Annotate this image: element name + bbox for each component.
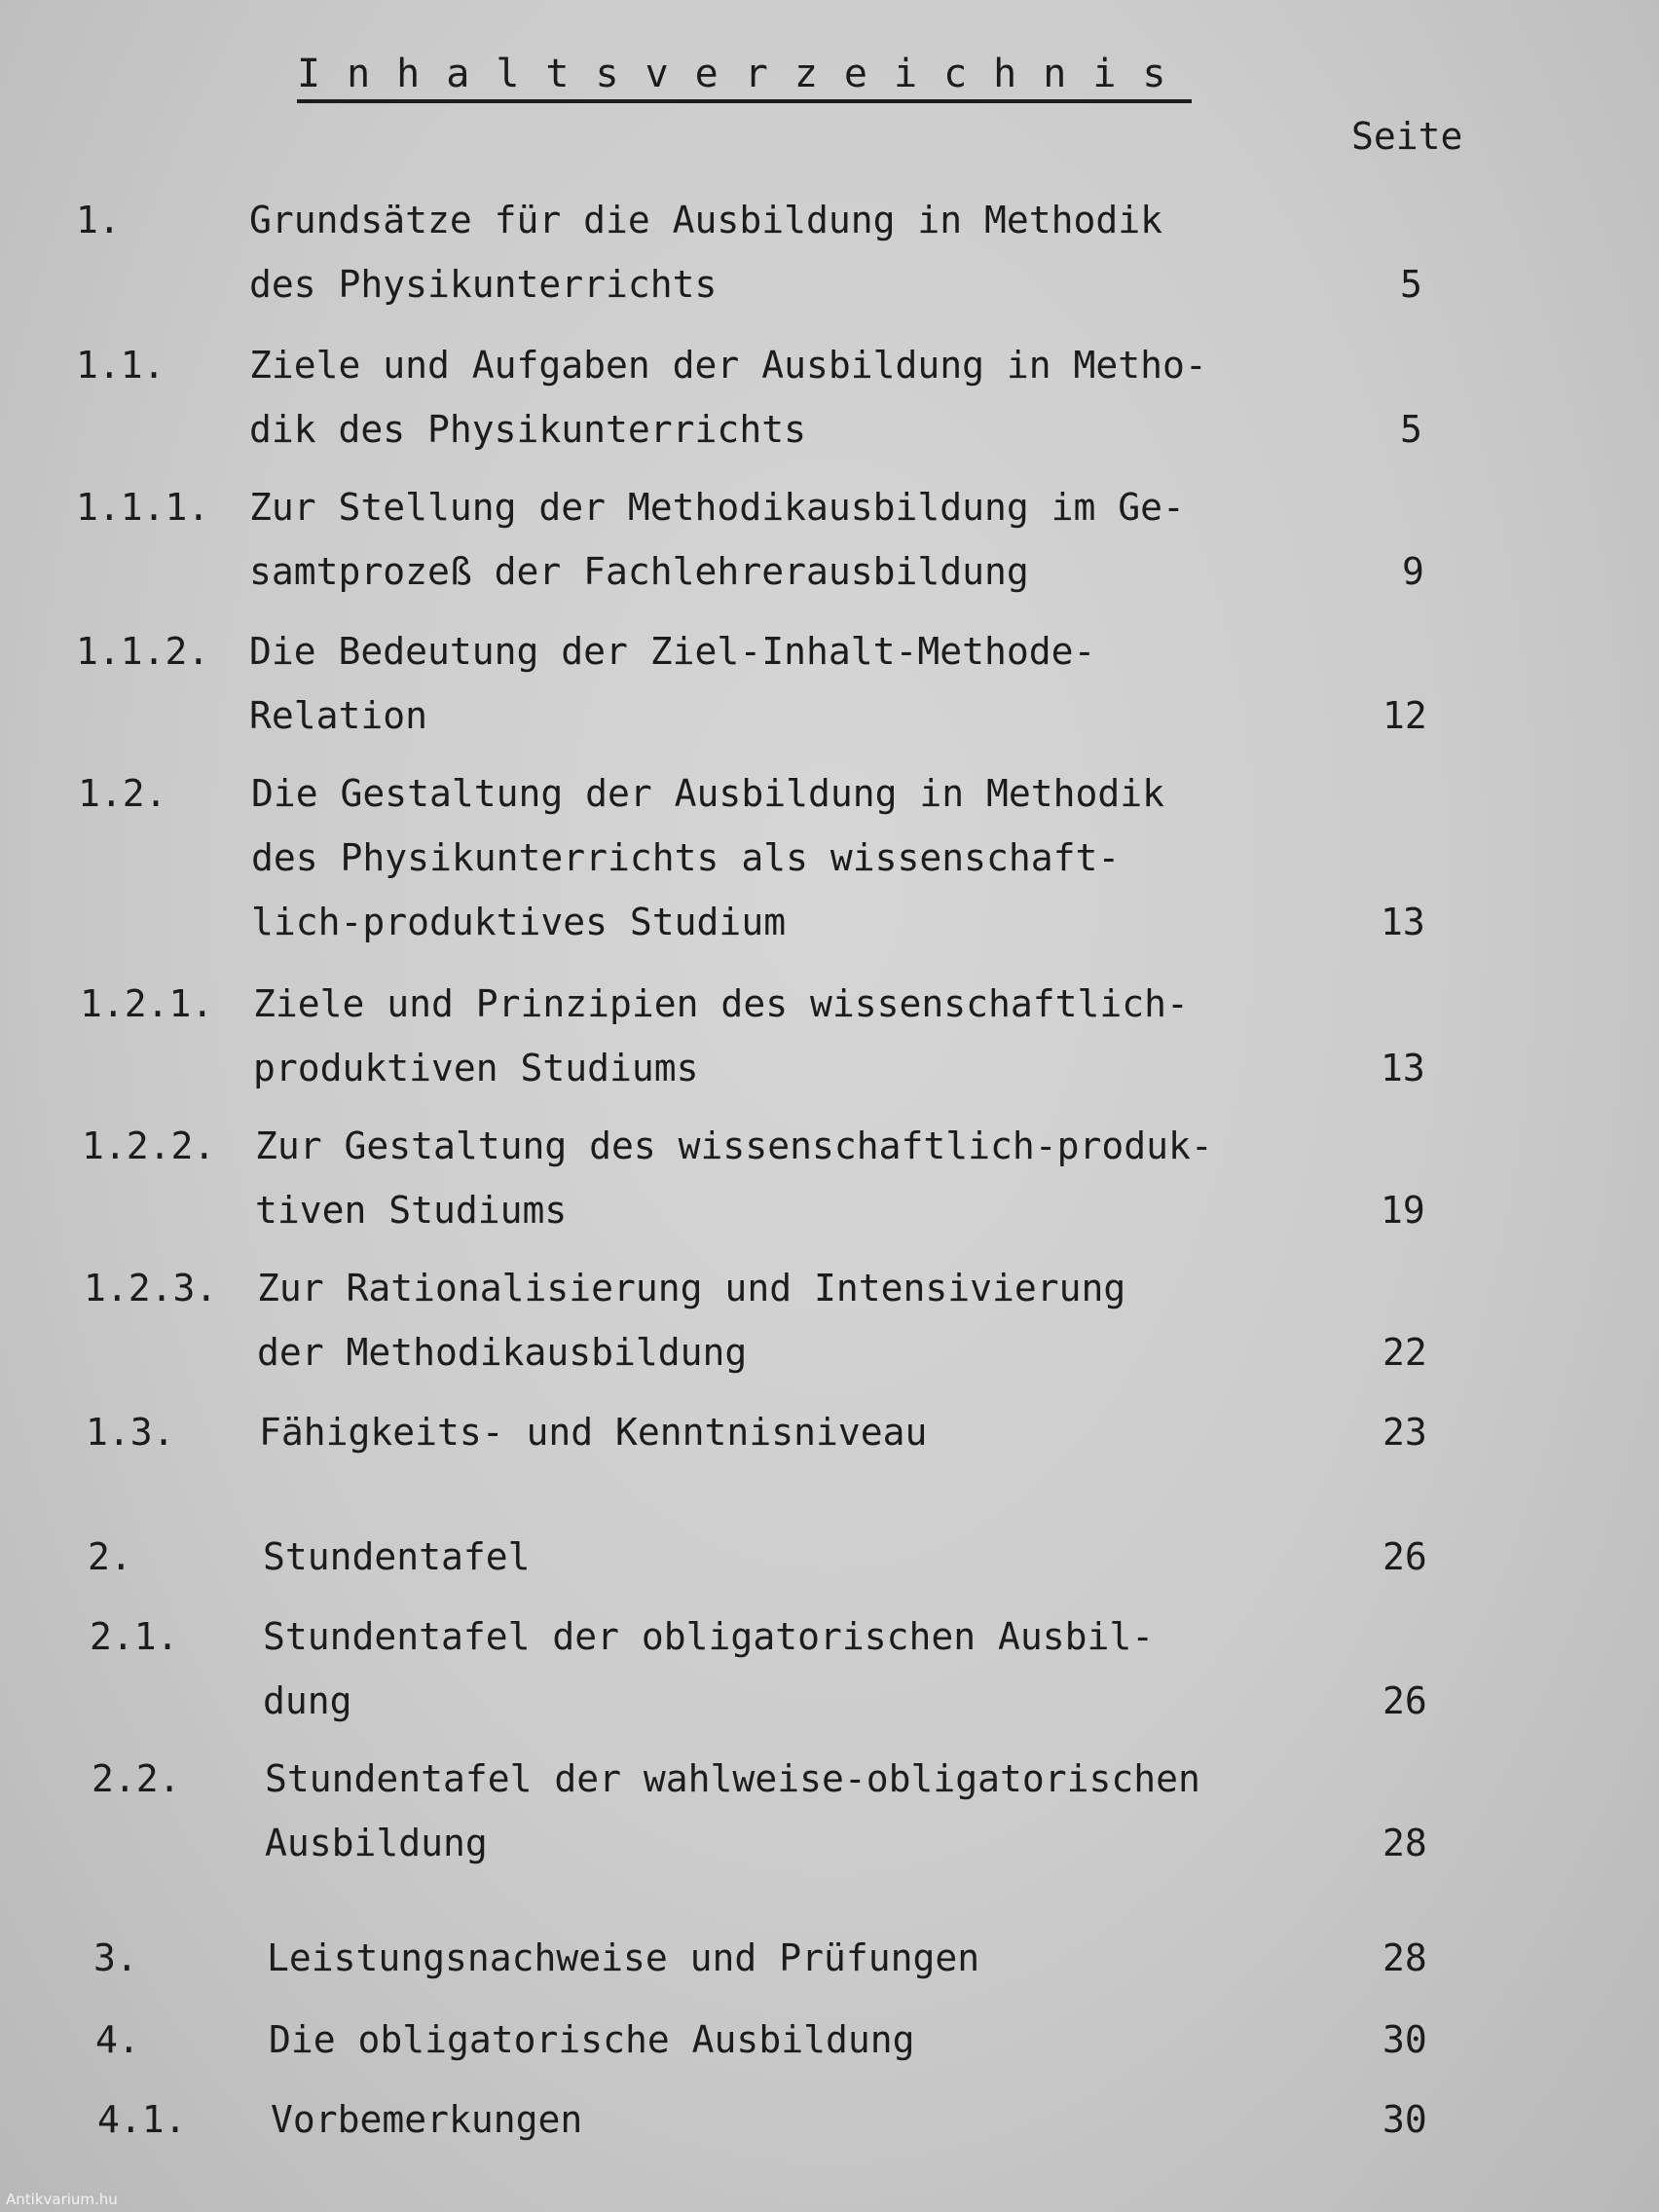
toc-entry-title: [249, 475, 1185, 604]
toc-entry-title: [265, 1747, 1200, 1875]
toc-entry-title-line: Die Gestaltung der Ausbildung in Methodik: [251, 772, 1164, 815]
toc-entry-page-number: 26: [1382, 1535, 1427, 1578]
toc-entry-number: 1.1.2.: [76, 630, 210, 673]
toc-entry-number: 3.: [93, 1936, 138, 1979]
toc-entry-number: 2.: [88, 1535, 132, 1578]
toc-entry-page-number: 13: [1381, 901, 1425, 943]
toc-entry-title-line: der Methodikausbildung: [257, 1331, 748, 1374]
toc-entry-title-line: Die Bedeutung der Ziel-Inhalt-Methode-: [249, 630, 1096, 673]
toc-entry-title: [267, 1926, 979, 1990]
toc-entry-title-line: Grundsätze für die Ausbildung in Methodik: [249, 199, 1162, 241]
toc-entry-title: [249, 188, 1162, 316]
toc-entry-page-number: 5: [1400, 408, 1422, 451]
toc-entry-title: [259, 1400, 927, 1464]
toc-entry-title-line: des Physikunterrichts: [249, 263, 718, 306]
toc-entry-number: 2.1.: [90, 1615, 179, 1658]
toc-entry-title: [249, 333, 1207, 461]
toc-entry-number: 1.2.: [78, 772, 167, 815]
toc-entry-title: [251, 761, 1164, 954]
toc-entry-title: [263, 1604, 1154, 1733]
toc-entry-title-line: Relation: [249, 694, 428, 737]
toc-entry-title-line: dung: [263, 1679, 352, 1722]
toc-entry-title: [255, 1114, 1213, 1242]
toc-entry-title-line: Ausbildung: [265, 1822, 488, 1864]
toc-entry-title-line: Zur Gestaltung des wissenschaftlich-produk-: [255, 1124, 1213, 1167]
toc-entry-page-number: 19: [1381, 1189, 1425, 1232]
watermark: Antikvarium.hu: [6, 2191, 118, 2208]
toc-entry-number: 1.3.: [86, 1411, 175, 1454]
toc-entry-title-line: Vorbemerkungen: [271, 2098, 583, 2141]
toc-entry-title-line: produktiven Studiums: [253, 1047, 699, 1089]
toc-entry-page-number: 12: [1382, 694, 1427, 737]
toc-entry-title-line: samtprozeß der Fachlehrerausbildung: [249, 550, 1029, 593]
toc-entry-title: [263, 1525, 531, 1589]
toc-entry-title: [269, 2008, 914, 2072]
toc-entry-title-line: lich-produktives Studium: [251, 901, 787, 943]
toc-entry-title-line: Leistungsnachweise und Prüfungen: [267, 1936, 980, 1979]
toc-title: Inhaltsverzeichnis: [297, 51, 1192, 103]
toc-entry-number: 1.1.: [76, 344, 166, 387]
toc-entry-title-line: Stundentafel der wahlweise-obligatorischen: [265, 1757, 1200, 1800]
toc-entry-title-line: tiven Studiums: [255, 1189, 568, 1232]
toc-entry-title-line: Ziele und Prinzipien des wissenschaftlich-: [253, 982, 1189, 1025]
toc-entry-title-line: des Physikunterrichts als wissenschaft-: [251, 836, 1121, 879]
toc-entry-title-line: Fähigkeits- und Kenntnisniveau: [259, 1411, 928, 1454]
toc-entry-number: 1.1.1.: [76, 486, 210, 529]
toc-entry-page-number: 9: [1402, 550, 1424, 593]
toc-entry-title: [257, 1256, 1125, 1384]
toc-entry-title: [249, 619, 1095, 748]
toc-entry-page-number: 22: [1382, 1331, 1427, 1374]
toc-entry-number: 1.2.2.: [82, 1124, 216, 1167]
toc-entry-page-number: 30: [1382, 2098, 1427, 2141]
toc-entry-title: [253, 972, 1189, 1100]
toc-entry-number: 1.2.3.: [84, 1267, 218, 1309]
toc-entry-title-line: dik des Physikunterrichts: [249, 408, 806, 451]
toc-entry-page-number: 23: [1382, 1411, 1427, 1454]
toc-entry-title-line: Die obligatorische Ausbildung: [269, 2018, 915, 2061]
toc-entry-title: [271, 2087, 582, 2152]
toc-entry-title-line: Zur Stellung der Methodikausbildung im Ge-: [249, 486, 1185, 529]
toc-entry-number: 1.: [76, 199, 121, 241]
toc-entry-page-number: 26: [1382, 1679, 1427, 1722]
toc-entry-page-number: 30: [1382, 2018, 1427, 2061]
toc-entry-number: 2.2.: [92, 1757, 181, 1800]
toc-entry-title-line: Stundentafel: [263, 1535, 531, 1578]
toc-entry-title-line: Ziele und Aufgaben der Ausbildung in Metho-: [249, 344, 1207, 387]
toc-entry-title-line: Stundentafel der obligatorischen Ausbil-: [263, 1615, 1155, 1658]
toc-entry-page-number: 13: [1381, 1047, 1425, 1089]
toc-entry-number: 4.: [95, 2018, 140, 2061]
page-column-header: Seite: [1351, 115, 1463, 158]
toc-entry-page-number: 28: [1382, 1822, 1427, 1864]
toc-entry-number: 1.2.1.: [80, 982, 214, 1025]
toc-entry-title-line: Zur Rationalisierung und Intensivierung: [257, 1267, 1126, 1309]
toc-entry-number: 4.1.: [97, 2098, 187, 2141]
toc-entry-page-number: 28: [1382, 1936, 1427, 1979]
toc-entry-page-number: 5: [1400, 263, 1422, 306]
